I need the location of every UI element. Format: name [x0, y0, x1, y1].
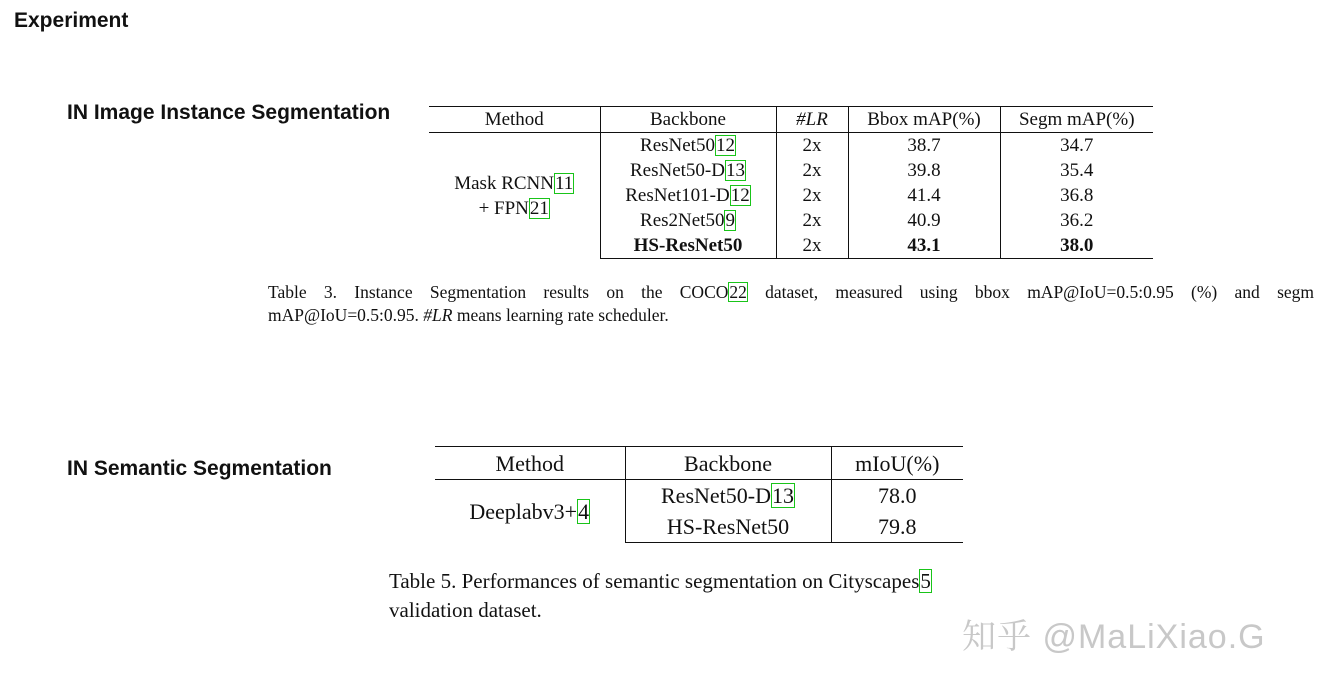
header-segm: Segm mAP(%): [1000, 107, 1153, 133]
citation-link[interactable]: 5: [920, 569, 931, 593]
citation-link[interactable]: 12: [730, 185, 750, 206]
table-header-row: [429, 107, 1153, 133]
citation-link[interactable]: 21: [529, 197, 549, 219]
segm-cell: 34.7: [1060, 135, 1094, 156]
citation-link[interactable]: 12: [715, 135, 735, 156]
backbone-name: ResNet50: [640, 135, 715, 156]
table-row: [435, 480, 963, 512]
backbone-name: Res2Net50: [640, 210, 725, 231]
miou-cell: 79.8: [831, 511, 963, 543]
citation-link[interactable]: 11: [554, 172, 574, 194]
lr-cell: 2x: [776, 183, 848, 208]
method-cell: [435, 480, 625, 543]
table-header-row: [435, 447, 963, 480]
semantic-segmentation-table: [435, 446, 963, 543]
citation-link[interactable]: 13: [725, 160, 745, 181]
header-lr: #LR: [776, 107, 848, 133]
backbone-cell: HS-ResNet50: [625, 511, 831, 543]
bbox-cell: 43.1: [848, 233, 1000, 259]
header-bbox: Bbox mAP(%): [848, 107, 1000, 133]
segm-cell: 35.4: [1060, 160, 1094, 181]
method-line2: + FPN: [478, 197, 529, 219]
segm-cell: 36.2: [1060, 210, 1094, 231]
watermark: 知乎 @MaLiXiao.G: [962, 618, 1266, 656]
backbone-cell: HS-ResNet50: [600, 233, 776, 259]
header-method: Method: [435, 447, 625, 480]
backbone-name: ResNet50-D: [661, 483, 771, 508]
citation-link[interactable]: 4: [578, 498, 590, 524]
caption-text: validation dataset.: [389, 598, 542, 622]
backbone-name: ResNet50-D: [630, 160, 725, 181]
section-heading-instance: IN Image Instance Segmentation: [67, 101, 391, 124]
header-backbone: Backbone: [625, 447, 831, 480]
citation-link[interactable]: 13: [771, 483, 794, 508]
segm-cell: 38.0: [1000, 233, 1153, 259]
caption-text: Table 5. Performances of semantic segmentation on Cityscapes: [389, 569, 920, 593]
backbone-cell: [600, 183, 776, 208]
backbone-cell: [625, 480, 831, 512]
section-heading-semantic: IN Semantic Segmentation: [67, 457, 332, 480]
lr-cell: 2x: [776, 158, 848, 183]
bbox-cell: 40.9: [848, 208, 1000, 233]
bbox-cell: 39.8: [848, 158, 1000, 183]
caption-text: dataset, measured using bbox mAP@IoU=0.5:0.95 (%) and segm: [747, 282, 1315, 302]
caption-lr-symbol: #LR: [423, 305, 453, 325]
page-title: Experiment: [14, 9, 129, 32]
caption-text: Table 3. Instance Segmentation results on the COCO: [268, 282, 729, 302]
backbone-name: ResNet101-D: [625, 185, 730, 206]
method-line1: Mask RCNN: [454, 172, 554, 194]
lr-cell: 2x: [776, 133, 848, 159]
citation-link[interactable]: 9: [725, 210, 735, 231]
miou-cell: 78.0: [878, 483, 917, 508]
caption-text: mAP@IoU=0.5:0.95.: [268, 305, 424, 325]
table-row: [429, 133, 1153, 159]
backbone-cell: [600, 133, 776, 159]
citation-link[interactable]: 22: [729, 282, 747, 302]
method-cell: [429, 133, 600, 259]
table3-caption: [268, 281, 1314, 327]
method-name: Deeplabv3+: [469, 498, 578, 524]
header-miou: mIoU(%): [831, 447, 963, 480]
segm-cell: 36.8: [1060, 185, 1094, 206]
instance-segmentation-table: [429, 106, 1153, 259]
bbox-cell: 41.4: [848, 183, 1000, 208]
table5-caption: [389, 567, 1029, 625]
header-backbone: Backbone: [600, 107, 776, 133]
caption-text: means learning rate scheduler.: [452, 305, 669, 325]
lr-cell: 2x: [776, 233, 848, 259]
bbox-cell: 38.7: [848, 133, 1000, 159]
backbone-cell: [600, 208, 776, 233]
lr-cell: 2x: [776, 208, 848, 233]
header-method: Method: [429, 107, 600, 133]
backbone-cell: [600, 158, 776, 183]
caption-line1: [268, 281, 1314, 304]
